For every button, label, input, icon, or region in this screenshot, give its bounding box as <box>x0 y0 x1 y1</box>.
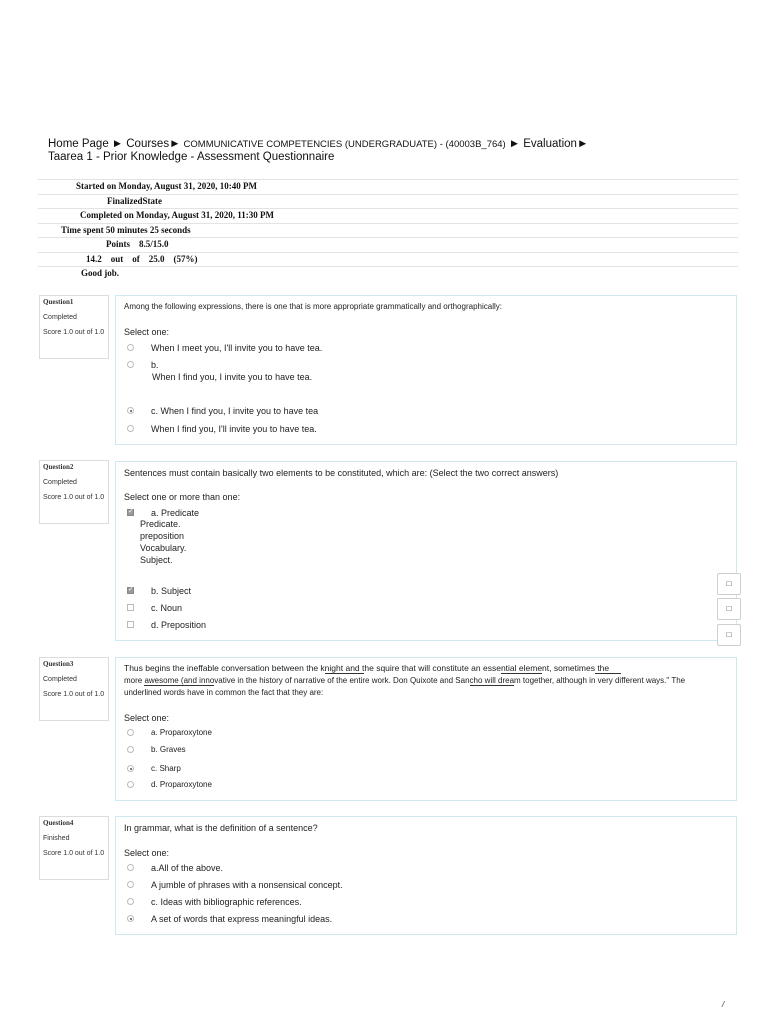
summary-completed: Completed on Monday, August 31, 2020, 11:30 PM <box>80 210 275 220</box>
radio-icon[interactable] <box>127 361 134 368</box>
side-nav-button[interactable]: □ <box>717 573 741 595</box>
radio-icon[interactable] <box>127 881 134 888</box>
option-text: Subject. <box>140 555 173 565</box>
page-title: Taarea 1 - Prior Knowledge - Assessment Questionnaire <box>48 151 335 163</box>
question-box: Thus begins the ineffable conversation between the knight and the squire that will constitute an essential element, sometimes the more awesome (and innovative in the history of narrative of the entire work. Don Quixote and Sancho will dream together, although in very different ways." The underlined words have in common the fact that they are: Select one: a. Proparoxytone b. Graves c. Sharp d. Proparoxytone <box>115 657 737 801</box>
question-score: Score 1.0 out of 1.0 <box>43 691 105 698</box>
summary-time-spent: Time spent 50 minutes 25 seconds <box>61 224 191 235</box>
question-score: Score 1.0 out of 1.0 <box>43 850 105 857</box>
select-prompt: Select one: <box>124 327 170 337</box>
option-text: Vocabulary. <box>140 543 187 553</box>
checkbox-checked-icon[interactable] <box>127 509 134 516</box>
breadcrumb-course[interactable]: COMMUNICATIVE COMPETENCIES (UNDERGRADUATE) - (40003B_764) <box>183 139 506 150</box>
select-prompt: Select one: <box>124 713 170 723</box>
breadcrumb <box>48 138 738 164</box>
question-state: Completed <box>43 676 77 683</box>
summary-points: Points 8.5/15.0 <box>106 239 169 249</box>
summary-feedback: Good job. <box>81 268 120 278</box>
question-text: Sentences must contain basically two elements to be constituted, which are: (Select the two correct answers) <box>124 468 559 478</box>
question-score: Score 1.0 out of 1.0 <box>43 494 105 501</box>
question-box: In grammar, what is the definition of a sentence? Select one: a.All of the above. A jumble of phrases with a nonsensical concept. c. Ideas with bibliographic references. A set of words that express meaningful ideas. <box>115 816 737 935</box>
question-state: Finished <box>43 835 70 842</box>
side-nav-button[interactable]: □ <box>717 624 741 646</box>
question-number: Question3 <box>43 660 74 668</box>
select-prompt: Select one: <box>124 848 170 858</box>
question-number: Question4 <box>43 819 74 827</box>
question-box: Among the following expressions, there is one that is more appropriate grammatically and orthographically: Select one: When I meet you, I'll invite you to have tea. b. When I find you, I invite you to have tea. c. When I find you, I invite you to have tea When I find you, I'll invite you to have tea. <box>115 295 737 445</box>
chevron-right-icon: ► <box>169 138 181 150</box>
question-state: Completed <box>43 479 77 486</box>
question-text: underlined words have in common the fact that they are: <box>124 688 324 697</box>
question-text: Thus begins the ineffable conversation between the knight and the squire that will constitute an essential element, sometimes the <box>124 663 621 673</box>
summary-started: Started on Monday, August 31, 2020, 10:40 PM <box>76 181 258 191</box>
radio-icon[interactable] <box>127 729 134 736</box>
radio-selected-icon[interactable] <box>127 407 134 414</box>
radio-icon[interactable] <box>127 781 134 788</box>
question-state: Completed <box>43 314 77 321</box>
question-info <box>39 657 109 721</box>
summary-state: FinalizedState <box>107 195 162 206</box>
question-info <box>39 460 109 524</box>
breadcrumb-courses[interactable]: Courses <box>126 138 170 150</box>
select-prompt: Select one or more than one: <box>124 492 241 502</box>
question-text: In grammar, what is the definition of a sentence? <box>124 823 318 833</box>
chevron-right-icon: ► <box>111 138 124 150</box>
option-text: preposition <box>140 531 185 541</box>
radio-icon[interactable] <box>127 425 134 432</box>
breadcrumb-home[interactable]: Home Page <box>48 138 109 150</box>
summary-grade: 14.2 out of 25.0 (57%) <box>86 253 198 264</box>
radio-selected-icon[interactable] <box>127 915 134 922</box>
radio-icon[interactable] <box>127 344 134 351</box>
breadcrumb-evaluation[interactable]: Evaluation <box>523 138 577 150</box>
attempt-summary <box>38 179 738 281</box>
checkbox-icon[interactable] <box>127 621 134 628</box>
question-box: Sentences must contain basically two elements to be constituted, which are: (Select the two correct answers) Select one or more than one: ✓ a. Predicate Predicate. preposition Vocabulary. Subject. ✓ b. Subject c. Noun d. Preposition <box>115 461 737 641</box>
question-info <box>39 295 109 359</box>
radio-icon[interactable] <box>127 898 134 905</box>
checkbox-checked-icon[interactable] <box>127 587 134 594</box>
option-text: When I find you, I invite you to have tea. <box>152 372 313 382</box>
radio-icon[interactable] <box>127 864 134 871</box>
question-score: Score 1.0 out of 1.0 <box>43 329 105 336</box>
question-text: Among the following expressions, there is one that is more appropriate grammatically and orthographically: <box>124 302 502 311</box>
question-number: Question2 <box>43 463 74 471</box>
question-number: Question1 <box>43 298 74 306</box>
radio-selected-icon[interactable] <box>127 765 134 772</box>
radio-icon[interactable] <box>127 746 134 753</box>
question-info <box>39 816 109 880</box>
page-number: / <box>722 1000 725 1009</box>
chevron-right-icon: ► <box>576 138 589 150</box>
option-text: Predicate. <box>140 519 181 529</box>
side-nav-button[interactable]: □ <box>717 598 741 620</box>
question-text: more awesome (and innovative in the history of narrative of the entire work. Don Quixote and Sancho will dream together, although in very different ways." The <box>124 676 686 685</box>
checkbox-icon[interactable] <box>127 604 134 611</box>
chevron-right-icon: ► <box>508 138 521 150</box>
